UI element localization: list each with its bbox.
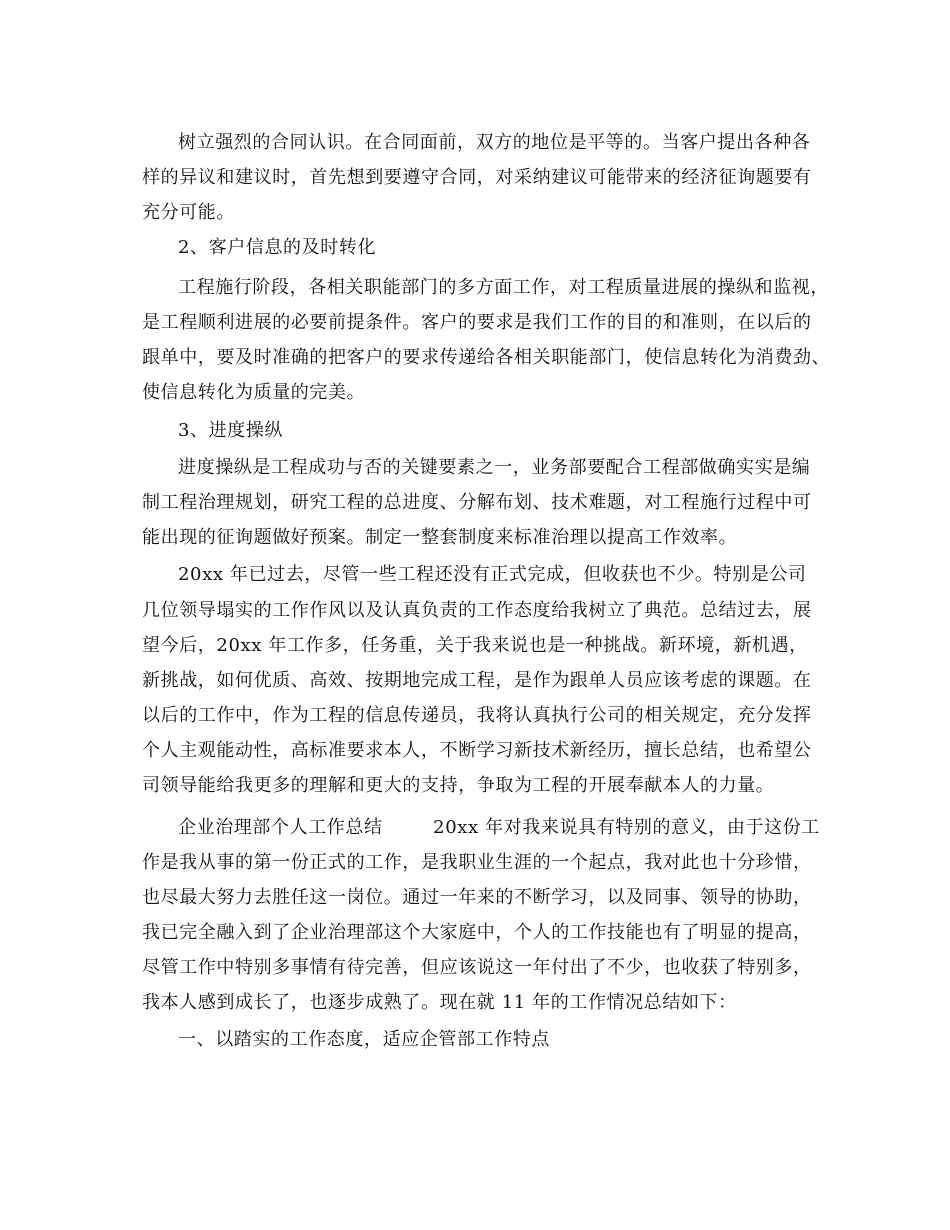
section-heading: 3、进度操纵 — [178, 420, 284, 441]
text-line: 跟单中，要及时准确的把客户的要求传递给各相关职能部门，使信息转化为消费劲、 — [142, 347, 831, 368]
text-line: 司领导能给我更多的理解和更大的支持，争取为工程的开展奉献本人的力量。 — [142, 775, 775, 796]
text-line: 望今后，20xx 年工作多，任务重，关于我来说也是一种挑战。新环境，新机遇， — [142, 635, 808, 656]
text-line: 树立强烈的合同认识。在合同面前，双方的地位是平等的。当客户提出各种各 — [178, 132, 811, 153]
text-line: 样的异议和建议时，首先想到要遵守合同，对采纳建议可能带来的经济征询题要有 — [142, 167, 812, 188]
text-line: 使信息转化为质量的完美。 — [142, 382, 366, 403]
text-line: 尽管工作中特别多事情有待完善，但应该说这一年付出了不少，也收获了特别多， — [142, 957, 812, 978]
text-line: 也尽最大努力去胜任这一岗位。通过一年来的不断学习，以及同事、领导的协助， — [142, 887, 812, 908]
text-line: 制工程治理规划，研究工程的总进度、分解布划、技术难题，对工程施行过程中可 — [142, 492, 812, 513]
text-line: 我已完全融入到了企业治理部这个大家庭中，个人的工作技能也有了明显的提高， — [142, 922, 812, 943]
text-line: 20xx 年已过去，尽管一些工程还没有正式完成，但收获也不少。特别是公司 — [178, 564, 807, 585]
section-heading: 一、以踏实的工作态度，适应企管部工作特点 — [178, 1029, 550, 1050]
text-line: 企业治理部个人工作总结 20xx 年对我来说具有特别的意义，由于这份工 — [178, 817, 820, 838]
text-line: 工程施行阶段，各相关职能部门的多方面工作，对工程质量进展的操纵和监视， — [178, 277, 829, 298]
text-line: 能出现的征询题做好预案。制定一整套制度来标准治理以提高工作效率。 — [142, 527, 738, 548]
text-line: 新挑战，如何优质、高效、按期地完成工程，是作为跟单人员应该考虑的课题。在 — [142, 670, 812, 691]
text-line: 几位领导塌实的工作作风以及认真负责的工作态度给我树立了典范。总结过去，展 — [142, 600, 812, 621]
text-line: 作是我从事的第一份正式的工作，是我职业生涯的一个起点，我对此也十分珍惜， — [142, 852, 812, 873]
text-line: 以后的工作中，作为工程的信息传递员，我将认真执行公司的相关规定，充分发挥 — [142, 705, 812, 726]
text-line: 充分可能。 — [142, 202, 235, 223]
text-line: 进度操纵是工程成功与否的关键要素之一，业务部要配合工程部做确实实是编 — [178, 457, 811, 478]
text-line: 我本人感到成长了，也逐步成熟了。现在就 11 年的工作情况总结如下： — [142, 992, 737, 1013]
section-heading: 2、客户信息的及时转化 — [178, 237, 377, 258]
text-line: 是工程顺利进展的必要前提条件。客户的要求是我们工作的目的和准则，在以后的 — [142, 312, 812, 333]
text-line: 个人主观能动性，高标准要求本人，不断学习新技术新经历，擅长总结，也希望公 — [142, 740, 812, 761]
